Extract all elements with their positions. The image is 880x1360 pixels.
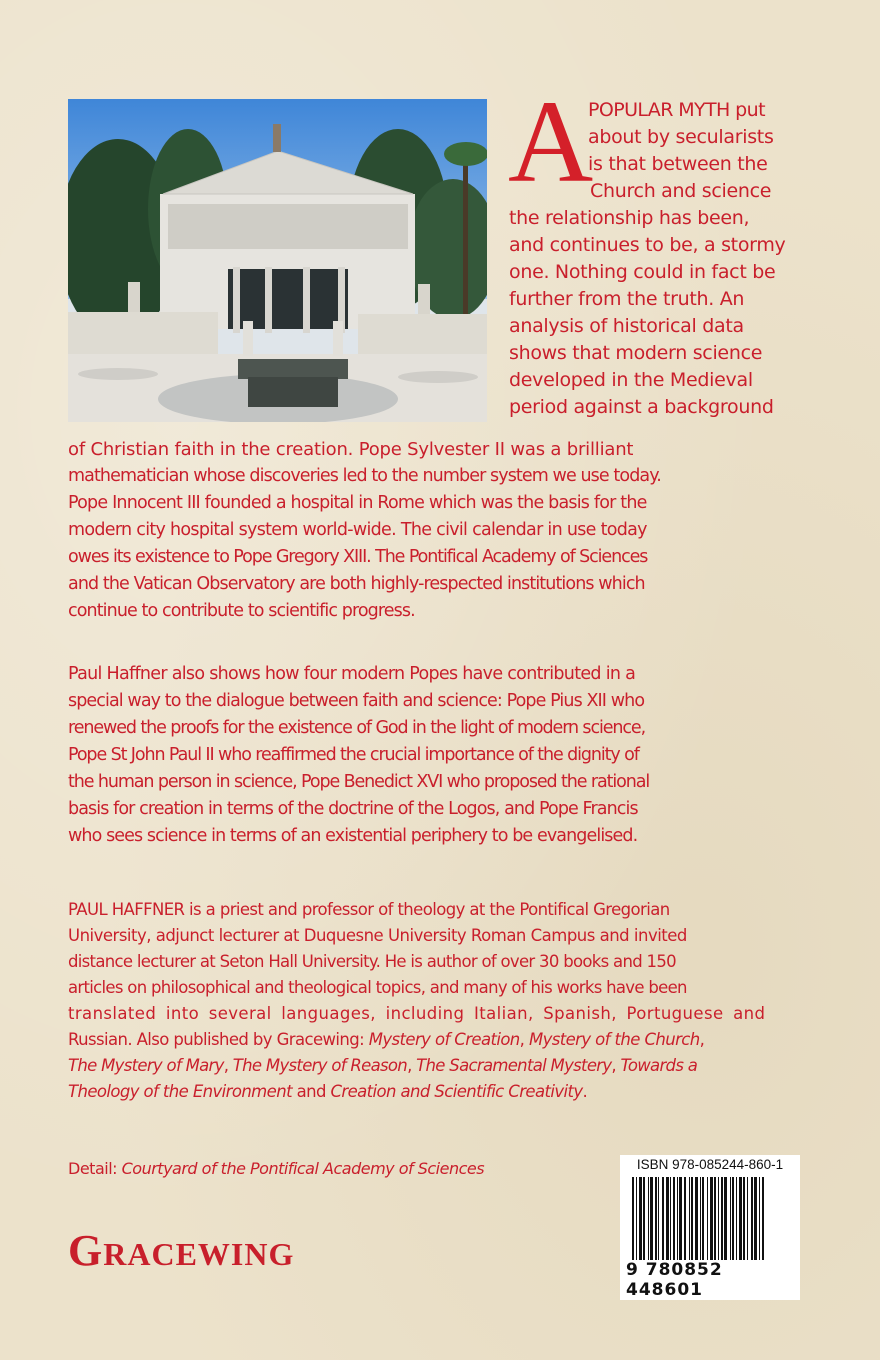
isbn-barcode: [620, 1155, 800, 1300]
intro-line-1: POPULAR MYTH put: [588, 99, 765, 121]
courtyard-image: [68, 99, 487, 422]
para2-line-1: Paul Haffner also shows how four modern Popes have contributed in a: [68, 664, 636, 684]
para2-line-2: special way to the dialogue between faith and science: Pope Pius XII who: [68, 691, 645, 711]
intro-line-9: analysis of historical data: [509, 315, 744, 337]
photo-caption: Detail: Courtyard of the Pontifical Academy of Sciences: [68, 1159, 485, 1178]
para1-line-5: owes its existence to Pope Gregory XIII. The Pontifical Academy of Sciences: [68, 547, 648, 567]
publisher-logo: GRACEWING: [68, 1226, 295, 1275]
isbn-digits: 9 780852 448601: [626, 1260, 796, 1300]
cover-photo: [68, 99, 487, 422]
bio-line-5: translated into several languages, including Italian, Spanish, Portuguese and: [68, 1004, 766, 1023]
intro-line-6: and continues to be, a stormy: [509, 234, 786, 256]
para2-line-4: Pope St John Paul II who reaffirmed the crucial importance of the dignity of: [68, 745, 639, 765]
intro-line-7: one. Nothing could in fact be: [509, 261, 776, 283]
bio-line-4: articles on philosophical and theological topics, and many of his works have been: [68, 978, 687, 997]
para1-line-4: modern city hospital system world-wide. The civil calendar in use today: [68, 520, 647, 540]
para1-line-2: mathematician whose discoveries led to the number system we use today.: [68, 466, 661, 486]
intro-line-12: period against a background: [509, 396, 774, 418]
bio-line-3: distance lecturer at Seton Hall University. He is author of over 30 books and 150: [68, 952, 676, 971]
para2-line-7: who sees science in terms of an existential periphery to be evangelised.: [68, 826, 638, 846]
para1-line-1: of Christian faith in the creation. Pope Sylvester II was a brilliant: [68, 439, 634, 460]
isbn-label: ISBN 978-085244-860-1: [636, 1157, 784, 1172]
drop-cap-letter: A: [508, 76, 594, 207]
intro-line-4: Church and science: [590, 180, 772, 202]
bio-line-2: University, adjunct lecturer at Duquesne University Roman Campus and invited: [68, 926, 687, 945]
para2-line-6: basis for creation in terms of the doctrine of the Logos, and Pope Francis: [68, 799, 638, 819]
intro-line-3: is that between the: [588, 153, 768, 175]
para1-line-3: Pope Innocent III founded a hospital in Rome which was the basis for the: [68, 493, 647, 513]
intro-line-11: developed in the Medieval: [509, 369, 753, 391]
intro-line-2: about by secularists: [588, 126, 774, 148]
bio-line-6: Russian. Also published by Gracewing: Mystery of Creation, Mystery of the Church,: [68, 1030, 705, 1049]
bio-line-7: The Mystery of Mary, The Mystery of Reason, The Sacramental Mystery, Towards a: [68, 1056, 698, 1075]
bio-line-8: Theology of the Environment and Creation and Scientific Creativity.: [68, 1082, 588, 1101]
bio-line-1: PAUL HAFFNER is a priest and professor of theology at the Pontifical Gregorian: [68, 900, 670, 919]
para1-line-6: and the Vatican Observatory are both highly-respected institutions which: [68, 574, 645, 594]
intro-line-10: shows that modern science: [509, 342, 763, 364]
para2-line-3: renewed the proofs for the existence of God in the light of modern science,: [68, 718, 646, 738]
intro-line-5: the relationship has been,: [509, 207, 750, 229]
para2-line-5: the human person in science, Pope Benedict XVI who proposed the rational: [68, 772, 650, 792]
intro-line-8: further from the truth. An: [509, 288, 745, 310]
para1-line-7: continue to contribute to scientific progress.: [68, 601, 415, 621]
